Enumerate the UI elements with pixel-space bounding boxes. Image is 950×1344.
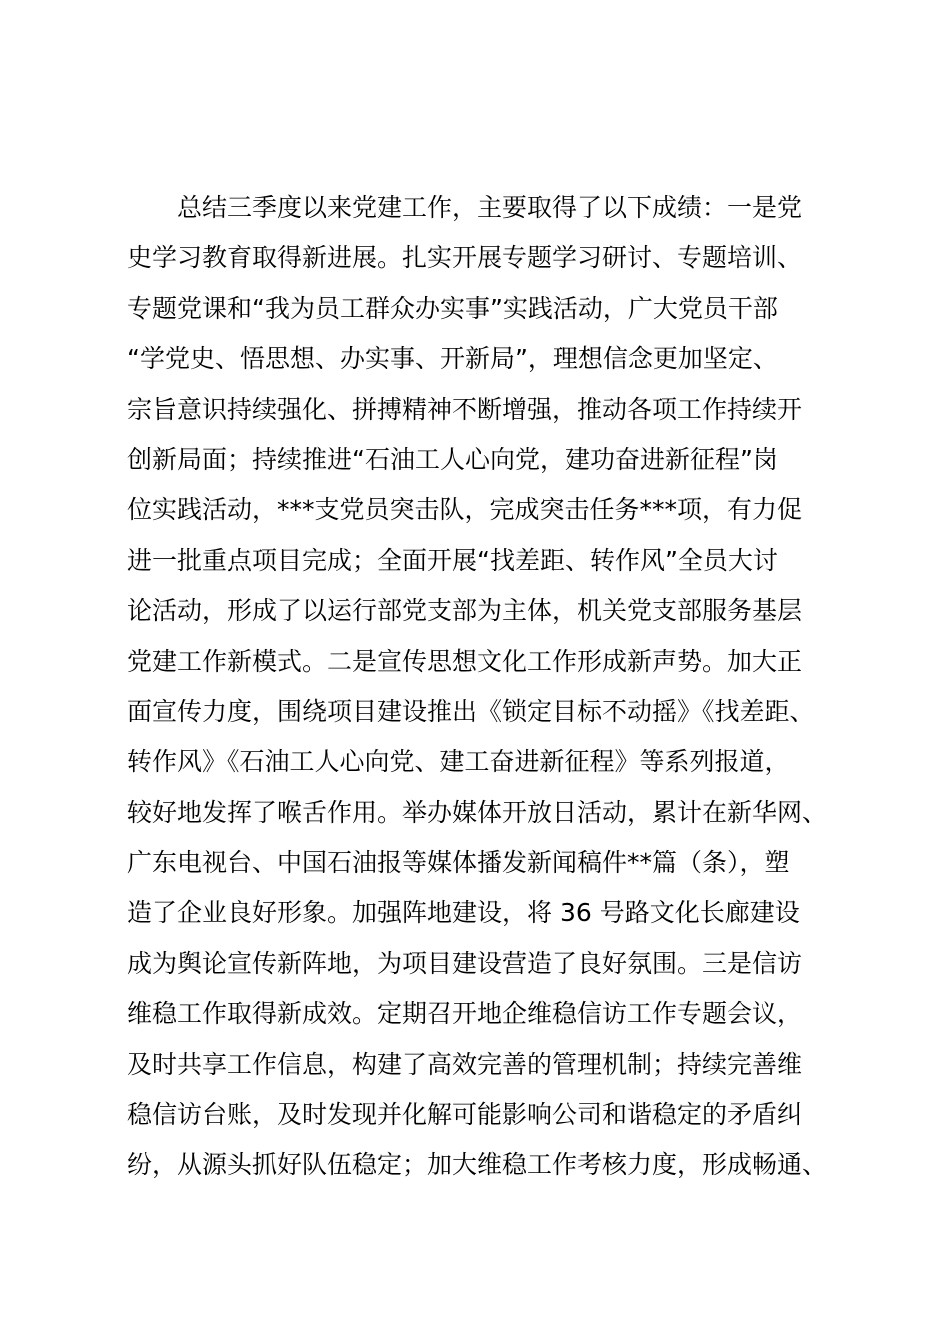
text-line: 宗旨意识持续强化、拼搏精神不断增强，推动各项工作持续开 [127, 394, 803, 424]
text-line: “学党史、悟思想、办实事、开新局”，理想信念更加坚定、 [127, 344, 778, 374]
text-line: 广东电视台、中国石油报等媒体播发新闻稿件**篇（条），塑 [127, 848, 790, 878]
text-line: 党建工作新模式。二是宣传思想文化工作形成新声势。加大正 [127, 646, 803, 676]
text-line: 稳信访台账，及时发现并化解可能影响公司和谐稳定的矛盾纠 [127, 1100, 803, 1130]
text-line: 位实践活动，***支党员突击队，完成突击任务***项，有力促 [127, 495, 803, 525]
text-line: 转作风》《石油工人心向党、建工奋进新征程》等系列报道， [127, 747, 790, 777]
text-line: 维稳工作取得新成效。定期召开地企维稳信访工作专题会议， [127, 999, 803, 1029]
text-line: 纷，从源头抓好队伍稳定；加大维稳工作考核力度，形成畅通、 [127, 1150, 828, 1180]
text-line: 进一批重点项目完成；全面开展“找差距、转作风”全员大讨 [127, 545, 778, 575]
text-line: 论活动，形成了以运行部党支部为主体，机关党支部服务基层 [127, 596, 803, 626]
text-line: 面宣传力度，围绕项目建设推出《锁定目标不动摇》《找差距、 [127, 696, 815, 726]
text-line: 较好地发挥了喉舌作用。举办媒体开放日活动，累计在新华网、 [127, 797, 828, 827]
text-line: 及时共享工作信息，构建了高效完善的管理机制；持续完善维 [127, 1049, 803, 1079]
text-line: 史学习教育取得新进展。扎实开展专题学习研讨、专题培训、 [127, 243, 803, 273]
text-line: 创新局面；持续推进“石油工人心向党，建功奋进新征程”岗 [127, 444, 778, 474]
text-line: 总结三季度以来党建工作，主要取得了以下成绩：一是党 [127, 193, 803, 222]
text-line: 成为舆论宣传新阵地，为项目建设营造了良好氛围。三是信访 [127, 948, 803, 978]
body-paragraph [127, 183, 847, 1191]
text-line: 造了企业良好形象。加强阵地建设，将 36 号路文化长廊建设 [127, 898, 800, 928]
text-line: 专题党课和“我为员工群众办实事”实践活动，广大党员干部 [127, 293, 778, 323]
